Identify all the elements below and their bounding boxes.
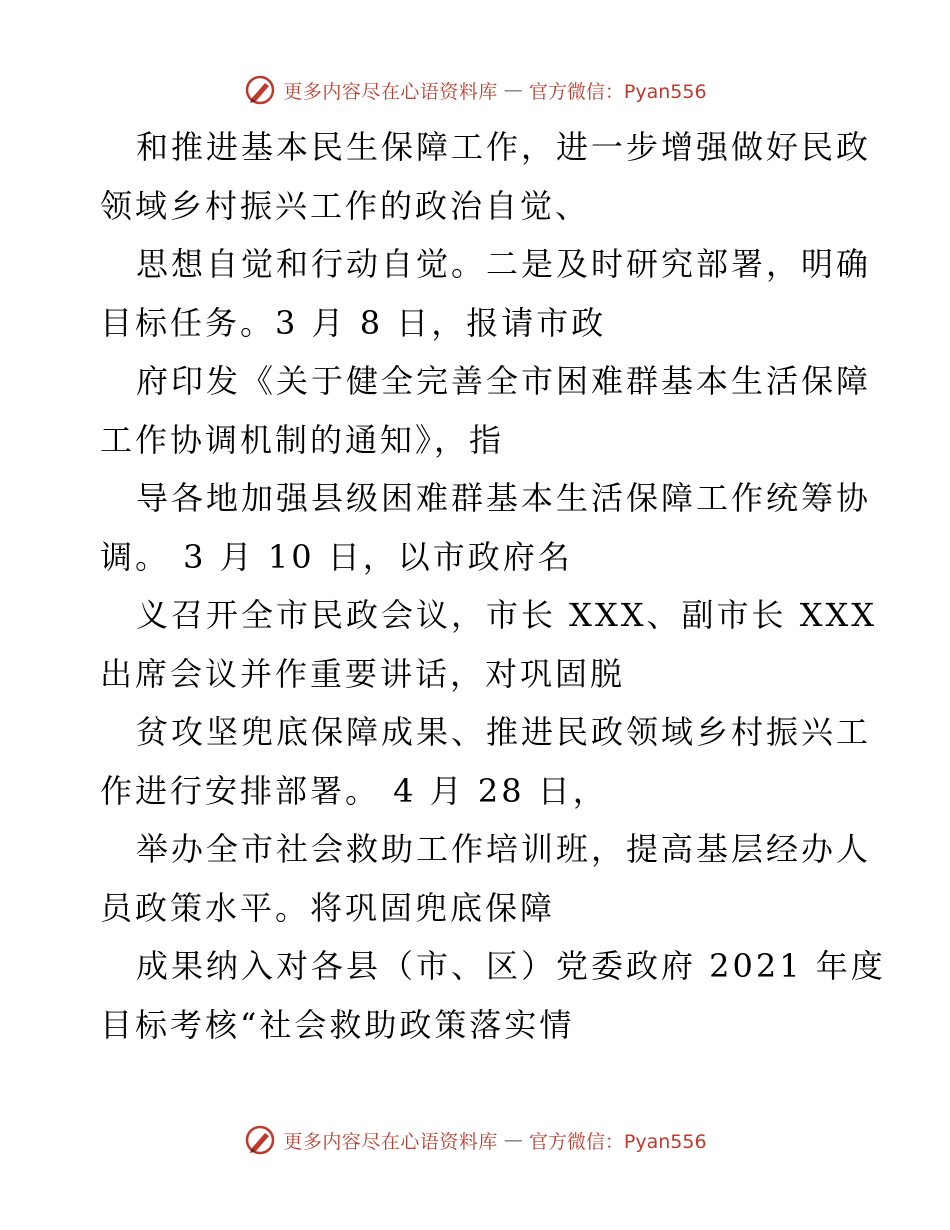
watermark-text: 更多内容尽在心语资料库	[283, 80, 498, 103]
watermark-footer	[0, 1120, 950, 1160]
watermark-contact: 官方微信：Pyan556	[528, 1130, 707, 1153]
watermark-header	[0, 70, 950, 110]
text-line: 成果纳入对各县（市、区）党委政府 2021 年度	[136, 947, 886, 985]
text-line: 贫攻坚兜底保障成果、推进民政领域乡村振兴工	[136, 713, 872, 751]
document-body	[100, 118, 886, 1054]
pen-in-circle-logo-icon	[243, 73, 277, 107]
watermark-separator: —	[503, 79, 523, 101]
text-line: 义召开全市民政会议，市长 XXX、副市长 XXX	[136, 596, 878, 634]
watermark-text: 更多内容尽在心语资料库	[283, 1130, 498, 1153]
text-line: 领域乡村振兴工作的政治自觉、	[100, 186, 591, 225]
text-line: 员政策水平。将巩固兜底保障	[100, 888, 556, 927]
text-line: 思想自觉和行动自觉。二是及时研究部署，明确	[136, 245, 872, 283]
text-line: 举办全市社会救助工作培训班，提高基层经办人	[136, 830, 872, 868]
text-line: 导各地加强县级困难群基本生活保障工作统筹协	[136, 479, 872, 517]
text-line: 府印发《关于健全完善全市困难群基本生活保障	[136, 362, 872, 400]
watermark-contact: 官方微信：Pyan556	[528, 80, 707, 103]
text-line: 作进行安排部署。 4 月 28 日，	[100, 771, 608, 810]
text-line: 工作协调机制的通知》，指	[100, 420, 505, 459]
text-line: 目标任务。3 月 8 日，报请市政	[100, 303, 607, 342]
text-line: 目标考核“社会救助政策落实情	[100, 1005, 575, 1044]
text-line: 调。 3 月 10 日，以市政府名	[100, 537, 573, 576]
watermark-separator: —	[503, 1129, 523, 1151]
pen-in-circle-logo-icon	[243, 1123, 277, 1157]
text-line: 出席会议并作重要讲话，对巩固脱	[100, 654, 626, 693]
text-line: 和推进基本民生保障工作，进一步增强做好民政	[136, 128, 872, 166]
